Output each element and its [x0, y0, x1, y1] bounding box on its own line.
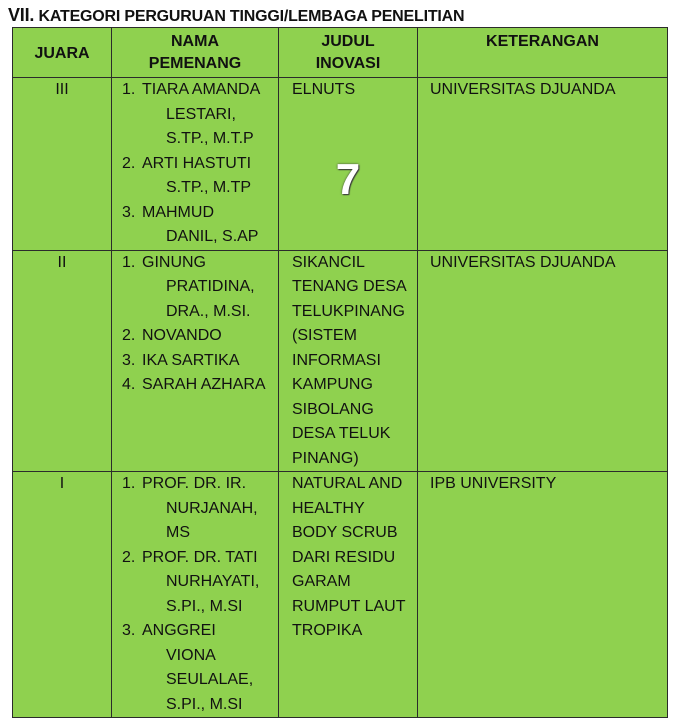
winner-name: PROF. DR. IR.	[142, 475, 247, 492]
winner-name-continuation: LESTARI,	[166, 105, 236, 123]
table-header-row	[13, 28, 668, 78]
innovation-title-line: DARI RESIDU	[292, 548, 396, 566]
winner-name: ARTI HASTUTI	[142, 154, 252, 172]
winner-name-item	[122, 78, 272, 152]
winner-name-item	[122, 324, 272, 349]
section-title	[8, 5, 464, 26]
winner-name-continuation: NURHAYATI,	[166, 573, 260, 590]
winner-number: 3.	[122, 622, 136, 639]
winner-names-cell	[112, 78, 279, 251]
winner-name: SARAH AZHARA	[142, 376, 266, 393]
winner-name: MAHMUD	[142, 203, 214, 221]
innovation-title-line: TELUKPINANG	[292, 302, 405, 320]
innovation-title-cell	[279, 78, 418, 251]
winner-name-item	[122, 201, 272, 250]
winner-number: 1.	[122, 81, 136, 98]
juara-cell: III	[13, 78, 112, 251]
winner-name: GINUNG	[142, 253, 206, 271]
winner-name-continuation: VIONA	[166, 646, 216, 664]
winner-name-item	[122, 546, 272, 620]
table-row	[13, 250, 668, 472]
innovation-title-cell	[279, 250, 418, 472]
winner-name-item	[122, 251, 272, 325]
winner-names-cell	[112, 472, 279, 718]
winner-name: TIARA AMANDA	[142, 81, 261, 98]
section-number: VII.	[8, 5, 35, 25]
innovation-title-line: ELNUTS	[292, 81, 356, 98]
winner-number: 2.	[122, 327, 136, 344]
winner-name-continuation: DRA., M.SI.	[166, 302, 251, 320]
winner-name-item	[122, 619, 272, 717]
innovation-title-line: (SISTEM	[292, 327, 357, 344]
header-judul-inovasi: JUDUL INOVASI	[279, 28, 418, 78]
winner-name-continuation: SEULALAE,	[166, 671, 254, 688]
innovation-title-line: TENANG DESA	[292, 278, 407, 295]
winner-number: 3.	[122, 203, 136, 221]
winner-name-continuation: S.TP., M.T.P	[166, 130, 254, 147]
winner-name-continuation: PRATIDINA,	[166, 278, 255, 295]
innovation-title-line: GARAM	[292, 573, 351, 590]
header-keterangan: KETERANGAN	[418, 28, 668, 78]
winner-name-continuation: S.PI., M.SI	[166, 695, 243, 713]
innovation-title-line: DESA TELUK	[292, 425, 391, 442]
innovation-title-line: RUMPUT LAUT	[292, 597, 406, 615]
winner-name-continuation: NURJANAH,	[166, 499, 258, 517]
innovation-title-line: PINANG)	[292, 449, 359, 467]
innovation-title-line: KAMPUNG	[292, 376, 373, 393]
table-row	[13, 78, 668, 251]
winner-name: IKA SARTIKA	[142, 351, 240, 369]
winner-number: 1.	[122, 253, 136, 271]
winner-number: 1.	[122, 475, 136, 492]
juara-cell: I	[13, 472, 112, 718]
innovation-title-cell	[279, 472, 418, 718]
innovation-title-line: HEALTHY	[292, 499, 365, 517]
winner-name-continuation: S.TP., M.TP	[166, 179, 252, 196]
winner-number: 2.	[122, 154, 136, 172]
winner-name-item	[122, 373, 272, 398]
innovation-title-line: TROPIKA	[292, 622, 363, 639]
innovation-title-line: BODY SCRUB	[292, 524, 398, 541]
winner-number: 4.	[122, 376, 136, 393]
section-title-text: KATEGORI PERGURUAN TINGGI/LEMBAGA PENELITIAN	[38, 8, 465, 25]
institution-cell: IPB UNIVERSITY	[418, 472, 668, 718]
winner-number: 3.	[122, 351, 136, 369]
winner-name-item	[122, 152, 272, 201]
header-juara: JUARA	[13, 28, 112, 78]
winner-names-cell	[112, 250, 279, 472]
header-nama-pemenang: NAMA PEMENANG	[112, 28, 279, 78]
innovation-title-line: SIBOLANG	[292, 400, 374, 418]
winner-name-item	[122, 472, 272, 546]
innovation-title-line: SIKANCIL	[292, 253, 365, 271]
institution-cell: UNIVERSITAS DJUANDA	[418, 78, 668, 251]
innovation-title-line: NATURAL AND	[292, 475, 403, 492]
winners-table	[12, 27, 668, 718]
winner-name-continuation: S.PI., M.SI	[166, 597, 243, 615]
winner-name-item	[122, 349, 272, 374]
winner-name: PROF. DR. TATI	[142, 548, 258, 566]
overlay-number: 7	[335, 155, 361, 204]
juara-cell: II	[13, 250, 112, 472]
table-row	[13, 472, 668, 718]
innovation-title-line: INFORMASI	[292, 351, 381, 369]
winner-name: ANGGREI	[142, 622, 216, 639]
institution-cell: UNIVERSITAS DJUANDA	[418, 250, 668, 472]
winner-name: NOVANDO	[142, 327, 222, 344]
winner-number: 2.	[122, 548, 136, 566]
winner-name-continuation: MS	[166, 524, 190, 541]
winner-name-continuation: DANIL, S.AP	[166, 228, 259, 245]
